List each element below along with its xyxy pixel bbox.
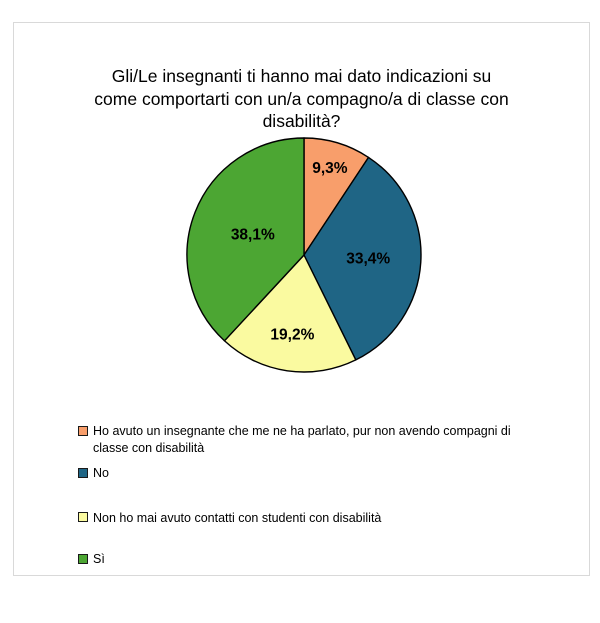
legend-swatch-icon <box>78 512 88 522</box>
legend-item-2 <box>78 465 564 482</box>
legend-item-1 <box>78 423 564 456</box>
legend-swatch-icon <box>78 468 88 478</box>
legend-swatch-icon <box>78 554 88 564</box>
chart-title-line-1: Gli/Le insegnanti ti hanno mai dato indicazioni su <box>111 66 492 86</box>
chart-legend <box>78 423 564 568</box>
legend-label: Non ho mai avuto contatti con studenti con disabilità <box>93 510 382 525</box>
chart-frame <box>13 22 590 576</box>
slice-percent-label-2: 33,4% <box>346 250 391 268</box>
chart-title-line-2: come comportarti con un/a compagno/a di classe con <box>94 88 509 109</box>
slice-percent-label-3: 19,2% <box>270 326 315 344</box>
slice-percent-label-1: 9,3% <box>312 160 348 178</box>
legend-swatch-icon <box>78 426 88 436</box>
legend-item-3 <box>78 510 564 527</box>
slice-percent-label-4: 38,1% <box>230 226 275 244</box>
legend-label: Ho avuto un insegnante che me ne ha parlato, pur non avendo compagni di classe con disabilità <box>93 424 511 455</box>
legend-label: No <box>93 466 109 480</box>
legend-label: Sì <box>93 552 105 566</box>
chart-title-line-3: disabilità? <box>262 111 341 131</box>
legend-item-4 <box>78 551 564 568</box>
